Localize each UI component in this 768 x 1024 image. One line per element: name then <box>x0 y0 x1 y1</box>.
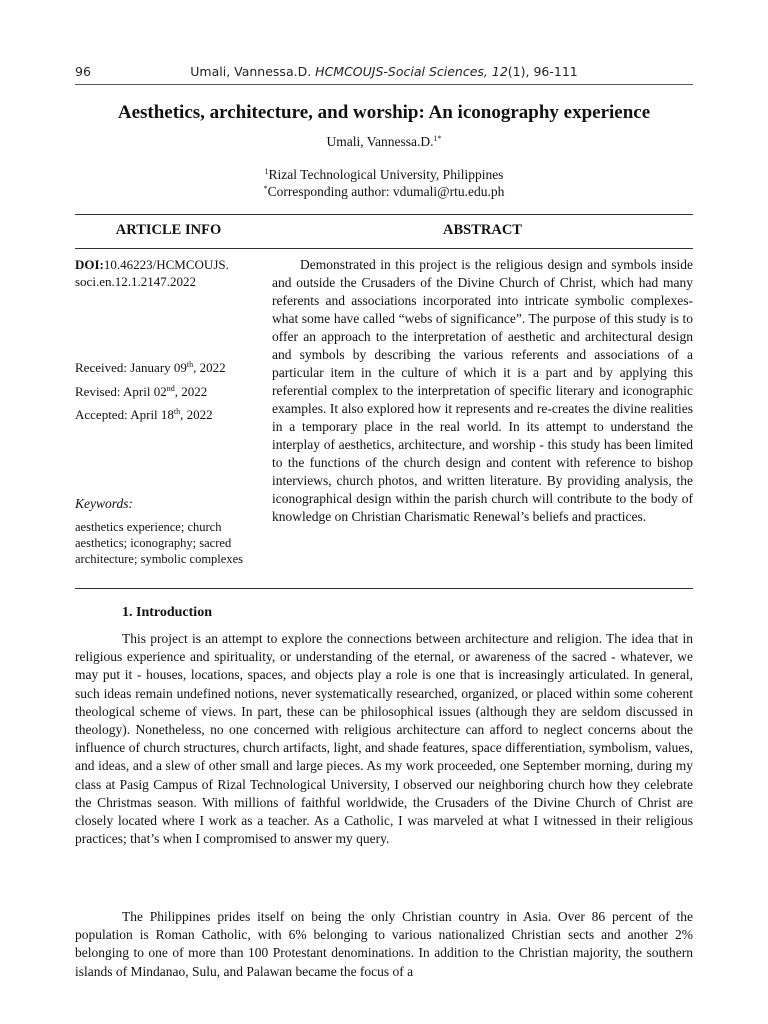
body-paragraph-1: This project is an attempt to explore the connections between architecture and religion. The idea that in religious experience and spirituality, or understanding of the eternal, or awareness of the sacred - whatever, we may put it - houses, locations, spaces, and objects play a role is one that is increasingly articulated. In general, such ideas remain undefined notions, never systematically researched, organized, or placed within some coherent theological scheme of views. In part, these can be philosophical issues (although they are seldom discussed in theology). Nonetheless, no one concerned with religious architecture can afford to neglect concerns about the influence of church structures, church artifacts, light, and shade features, space differentiation, symbolism, values, and ideas, and a slew of other small and large pieces. As my work proceeded, one September morning, during my class at Pasig Campus of Rizal Technological University, I observed our neighboring church how they celebrate the Christmas season. With millions of faithful worldwide, the Crusaders of the Divine Church of Christ are closely located where I work as a teacher. As a Catholic, I was marveled at what I witnessed in their religious practices; that’s when I compromised to answer my query. <box>75 631 693 847</box>
running-header <box>75 62 693 85</box>
body-paragraph-2: The Philippines prides itself on being the only Christian country in Asia. Over 86 percent of the population is Roman Catholic, with 6% belonging to various nationalized Christian sects and another 2% belonging to one of more than 100 Protestant denominations. In addition to the Christian majority, the southern islands of Mindanao, Sulu, and Palawan became the focus of a <box>75 909 693 979</box>
top-rule <box>75 214 693 215</box>
doi-label: DOI: <box>75 257 104 272</box>
corresponding-marker: * <box>263 184 268 193</box>
doi-line-2: soci.en.12.1.2147.2022 <box>75 274 196 289</box>
abstract-heading: ABSTRACT <box>443 222 522 238</box>
corresponding-line <box>0 183 768 200</box>
running-author: Umali, Vannessa.D. <box>190 64 312 79</box>
dates-block <box>75 356 262 427</box>
journal-name: HCMCOUJS-Social Sciences, 12 <box>315 64 508 79</box>
section-heading: 1. Introduction <box>122 605 212 620</box>
abstract-text: Demonstrated in this project is the religious design and symbols inside and outside the Crusaders of the Divine Church of Christ, which had many referents and associations incorporated into intricate symbolic complexes-what some have called “webs of significance”. The purpose of this study is to offer an approach to the interpretation of aesthetic and architectural design and symbols by describing the various referents and associations of a particular item in the culture of which it is a part and by applying this referential complex to the interpretation of specific literary and iconographic examples. It also explored how it represents and re-creates the divine realities in a temporary place in the real world. In its attempt to understand the interplay of aesthetics, architecture, and worship - this study has been limited to the functions of the church design and content with reference to bishop interviews, church photos, and written literature. By providing analysis, the iconographical design within the parish church will contribute to the body of knowledge on Christian Charismatic Renewal’s beliefs and practices. <box>272 257 693 524</box>
author-line <box>0 134 768 150</box>
author-name: Umali, Vannessa.D. <box>326 134 434 149</box>
affiliation: Rizal Technological University, Philippines <box>268 167 504 182</box>
author-marker: 1* <box>433 134 442 143</box>
keywords-list: aesthetics experience; church aesthetics; iconography; sacred architecture; symbolic complexes <box>75 520 243 566</box>
keywords-label: Keywords: <box>75 496 133 511</box>
article-info-heading: ARTICLE INFO <box>115 222 222 238</box>
page-number: 96 <box>75 64 91 79</box>
received-date: Received: January 09th, 2022 <box>75 360 226 375</box>
doi-line-1: 10.46223/HCMCOUJS. <box>103 257 229 272</box>
revised-date: Revised: April 02nd, 2022 <box>75 383 208 399</box>
article-title: Aesthetics, architecture, and worship: An iconography experience <box>117 102 651 123</box>
corresponding-author: Corresponding author: vdumali@rtu.edu.ph <box>267 184 505 199</box>
affiliation-marker: 1 <box>264 167 269 176</box>
affiliation-line <box>0 166 768 183</box>
accepted-date: Accepted: April 18th, 2022 <box>75 407 213 422</box>
heading-rule <box>75 248 693 249</box>
journal-citation <box>75 64 693 79</box>
affiliation-block <box>0 166 768 200</box>
journal-issue: (1), 96-111 <box>507 64 578 79</box>
doi-block <box>75 256 262 290</box>
bottom-rule <box>75 588 693 589</box>
